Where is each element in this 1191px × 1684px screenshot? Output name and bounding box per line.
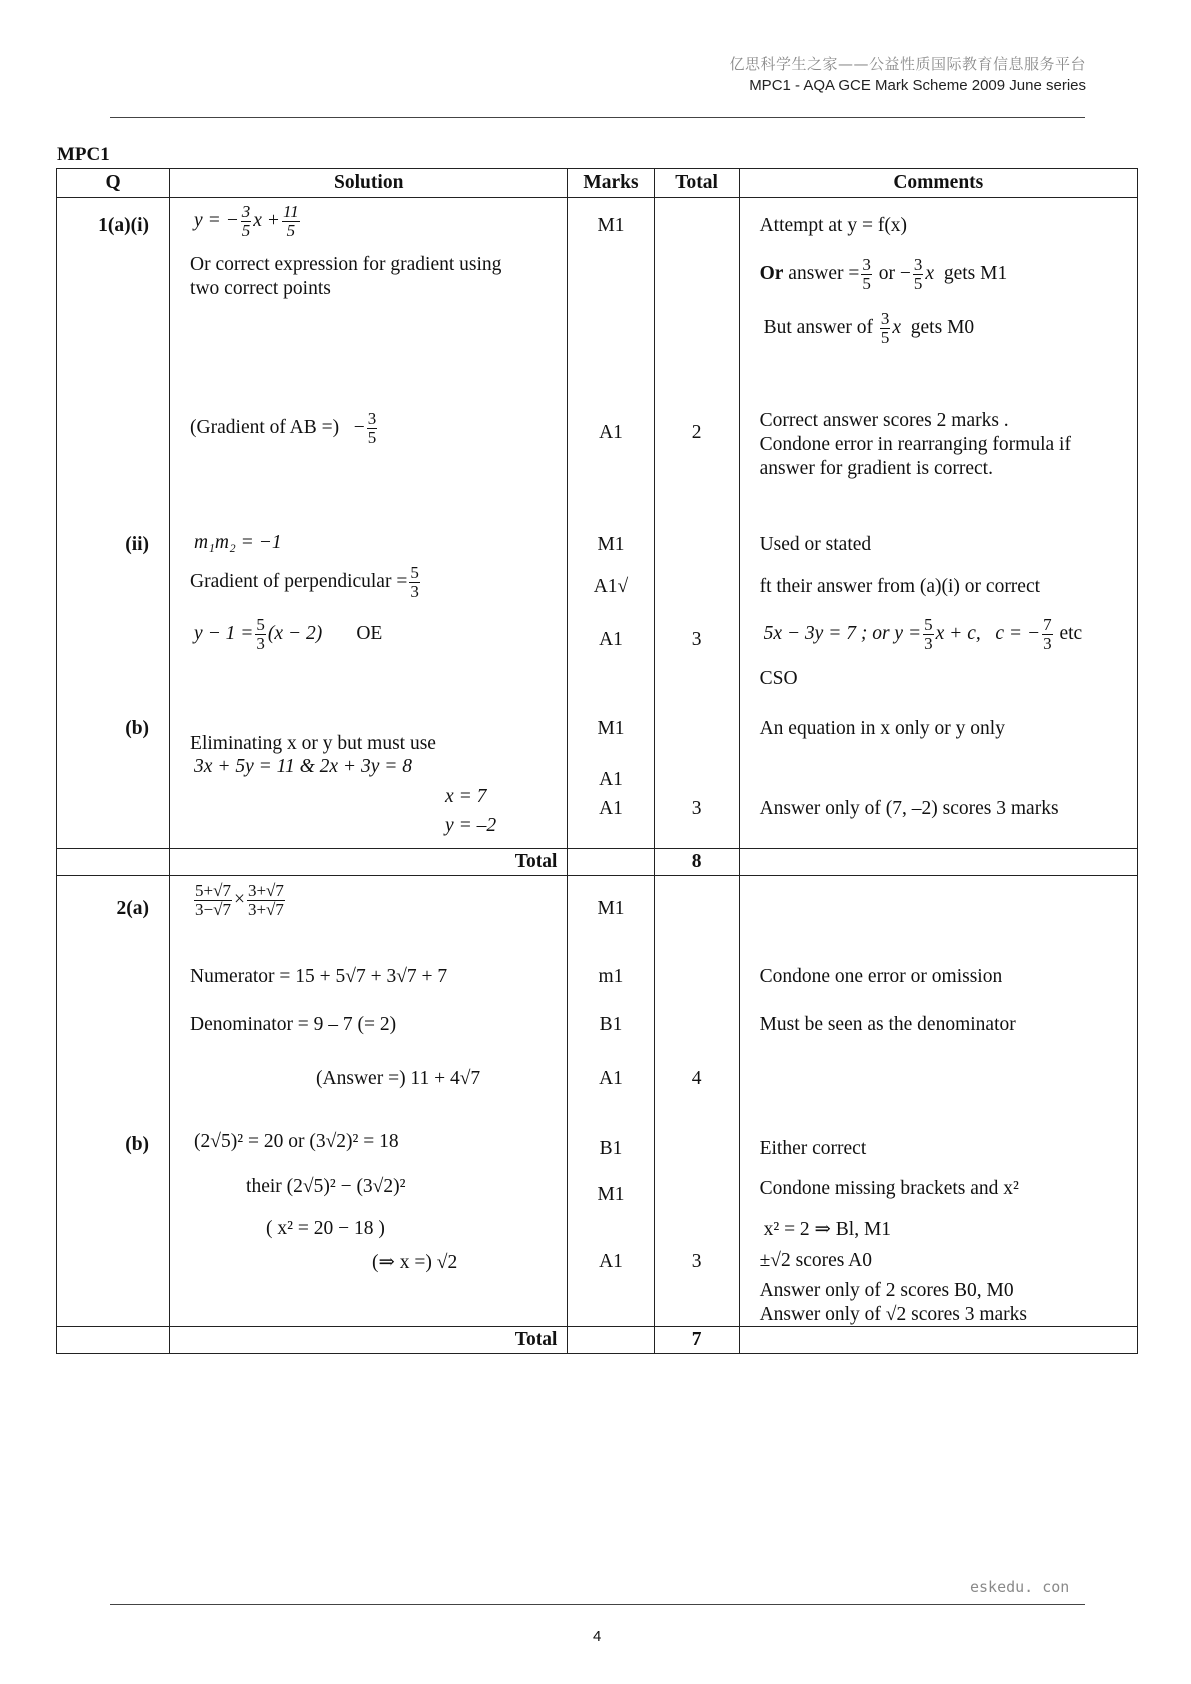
q1-frac-3-5: $\frac{3}{5}$: [241, 202, 251, 240]
q1-mark-a1: A1: [599, 422, 623, 443]
q1-com-cso: CSO: [759, 668, 798, 689]
q2-root: (⇒ x =) √2: [372, 1252, 458, 1273]
q1-com-used: Used or stated: [759, 534, 872, 555]
q2-label-a: 2(a): [116, 898, 150, 919]
q1-com-correct3: answer for gradient is correct.: [759, 458, 993, 479]
q1-eliminating: Eliminating x or y but must use: [190, 733, 436, 754]
q2-b-mark-a1: A1: [599, 1251, 623, 1272]
q1-totals: [654, 198, 739, 849]
q1-ii-mark-a1: A1: [599, 629, 623, 650]
header-rule: [110, 117, 1085, 118]
q2-com-pm: ±√2 scores A0: [759, 1250, 872, 1271]
q1-com-correct1: Correct answer scores 2 marks .: [759, 410, 1009, 431]
q1-b-mark-a1: A1: [599, 769, 623, 790]
q2-numerator: Numerator = 15 + 5√7 + 3√7 + 7: [190, 966, 448, 987]
q2-rationalise: $\frac{5+√7}{3-√7}$ × $\frac{3+√7}{3+√7}$: [195, 881, 284, 919]
q1-perp-gradient: Gradient of perpendicular = $\frac{5}{3}$: [190, 563, 419, 601]
q1-total-label: Total: [170, 849, 568, 876]
q1-sol-line3: two correct points: [190, 278, 331, 299]
col-header-solution: Solution: [170, 169, 568, 198]
q2-com-ans2: Answer only of 2 scores B0, M0: [759, 1280, 1014, 1301]
q2-total-3: 3: [691, 1251, 702, 1272]
q2-com-x2: x² = 2 ⇒ Bl, M1: [763, 1219, 892, 1240]
q1-x-value: x = 7: [445, 786, 487, 807]
table-header-row: [57, 169, 1138, 198]
q1-sol-line2: Or correct expression for gradient using: [190, 254, 502, 275]
q1-com-attempt: Attempt at y = f(x): [759, 215, 908, 236]
q2-total-row: [57, 1327, 1138, 1354]
q1-com-but: But answer of $\frac{3}{5}$ x gets M0: [763, 309, 975, 347]
header-site-line: 亿思科学生之家——公益性质国际教育信息服务平台: [729, 55, 1086, 73]
q1-label-a-i: 1(a)(i): [98, 215, 150, 236]
q1-com-eqonly: An equation in x only or y only: [759, 718, 1005, 739]
q1-marks: [568, 198, 654, 849]
q1-b-mark-m1: M1: [597, 718, 625, 739]
page-number: 4: [593, 1628, 602, 1645]
q1-total-3b: 3: [691, 798, 702, 819]
q1-ii-mark-a1ft: A1√: [593, 576, 629, 597]
q1-simultaneous: 3x + 5y = 11 & 2x + 3y = 8: [194, 756, 413, 777]
q1-comments: [739, 198, 1137, 849]
q2-mark-m1b: m1: [598, 966, 624, 987]
col-header-comments: Comments: [739, 169, 1137, 198]
q2-solution: [170, 876, 568, 1327]
q2-labels: [57, 876, 170, 1327]
q1-mark-m1: M1: [597, 215, 625, 236]
q1-frac-11-5: $\frac{11}{5}$: [282, 202, 299, 240]
q1-com-or: Or answer = $\frac{3}{5}$ or − $\frac{3}{5}$ x gets M1: [759, 255, 1008, 293]
col-header-q: Q: [57, 169, 170, 198]
q2-mark-a1: A1: [599, 1068, 623, 1089]
q1-label-b: (b): [125, 718, 150, 739]
q2-total-value: 7: [654, 1327, 739, 1354]
q2-com-ansroot: Answer only of √2 scores 3 marks: [759, 1304, 1027, 1325]
q2-marks: [568, 876, 654, 1327]
q2-their: their (2√5)² − (3√2)²: [246, 1176, 406, 1197]
q1-total-row: [57, 849, 1138, 876]
mark-scheme-table: [56, 168, 1138, 1354]
q2-com-denom: Must be seen as the denominator: [759, 1014, 1016, 1035]
footer-site: eskedu. con: [970, 1578, 1070, 1596]
q2-answer: (Answer =) 11 + 4√7: [316, 1068, 481, 1089]
q1-com-correct2: Condone error in rearranging formula if: [759, 434, 1071, 455]
q1-label-ii: (ii): [125, 534, 150, 555]
q1-y-value: y = –2: [445, 815, 497, 836]
q2-com-condone: Condone one error or omission: [759, 966, 1003, 987]
q1-gradient-ab: (Gradient of AB =) − $\frac{3}{5}$: [190, 409, 377, 447]
q2-denominator: Denominator = 9 – 7 (= 2): [190, 1014, 397, 1035]
q2-b-mark-b1: B1: [599, 1138, 623, 1159]
col-header-marks: Marks: [568, 169, 654, 198]
question-1-row: [57, 198, 1138, 849]
q1-ii-mark-m1: M1: [597, 534, 625, 555]
header-doc-line: MPC1 - AQA GCE Mark Scheme 2009 June series: [749, 77, 1086, 94]
q1-com-answer-only: Answer only of (7, –2) scores 3 marks: [759, 798, 1059, 819]
footer-rule: [110, 1604, 1085, 1605]
q1-solution: [170, 198, 568, 849]
q2-mark-b1: B1: [599, 1014, 623, 1035]
q2-comments: [739, 876, 1137, 1327]
q1-total-2: 2: [691, 422, 702, 443]
q1-total-value: 8: [654, 849, 739, 876]
section-title: MPC1: [57, 144, 110, 165]
q1-labels: [57, 198, 170, 849]
col-header-total: Total: [654, 169, 739, 198]
q2-com-either: Either correct: [759, 1138, 867, 1159]
q1-m1m2: m₁m₂ = −1: [194, 532, 282, 553]
q2-b-mark-m1: M1: [597, 1184, 625, 1205]
q2-label-b: (b): [125, 1134, 150, 1155]
q2-com-brackets: Condone missing brackets and x²: [759, 1178, 1019, 1199]
q1-total-3a: 3: [691, 629, 702, 650]
q2-total-4: 4: [691, 1068, 702, 1089]
q1-com-ft: ft their answer from (a)(i) or correct: [759, 576, 1041, 597]
question-2-row: [57, 876, 1138, 1327]
q2-total-label: Total: [170, 1327, 568, 1354]
q2-mark-m1: M1: [597, 898, 625, 919]
q1-eq-yline: y = − $\frac{3}{5}$ x + $\frac{11}{5}$: [194, 202, 299, 240]
q1-line-eq: y − 1 = $\frac{5}{3}$ (x − 2) OE: [194, 615, 383, 653]
q2-squares: (2√5)² = 20 or (3√2)² = 18: [194, 1131, 399, 1152]
q2-x2-eq: ( x² = 20 − 18 ): [266, 1218, 385, 1239]
q1-b-mark-a1b: A1: [599, 798, 623, 819]
q2-totals: [654, 876, 739, 1327]
q1-com-equations: 5x − 3y = 7 ; or y = $\frac{5}{3}$ x + c, c = − $\frac{7}{3}$ etc: [763, 615, 1083, 653]
